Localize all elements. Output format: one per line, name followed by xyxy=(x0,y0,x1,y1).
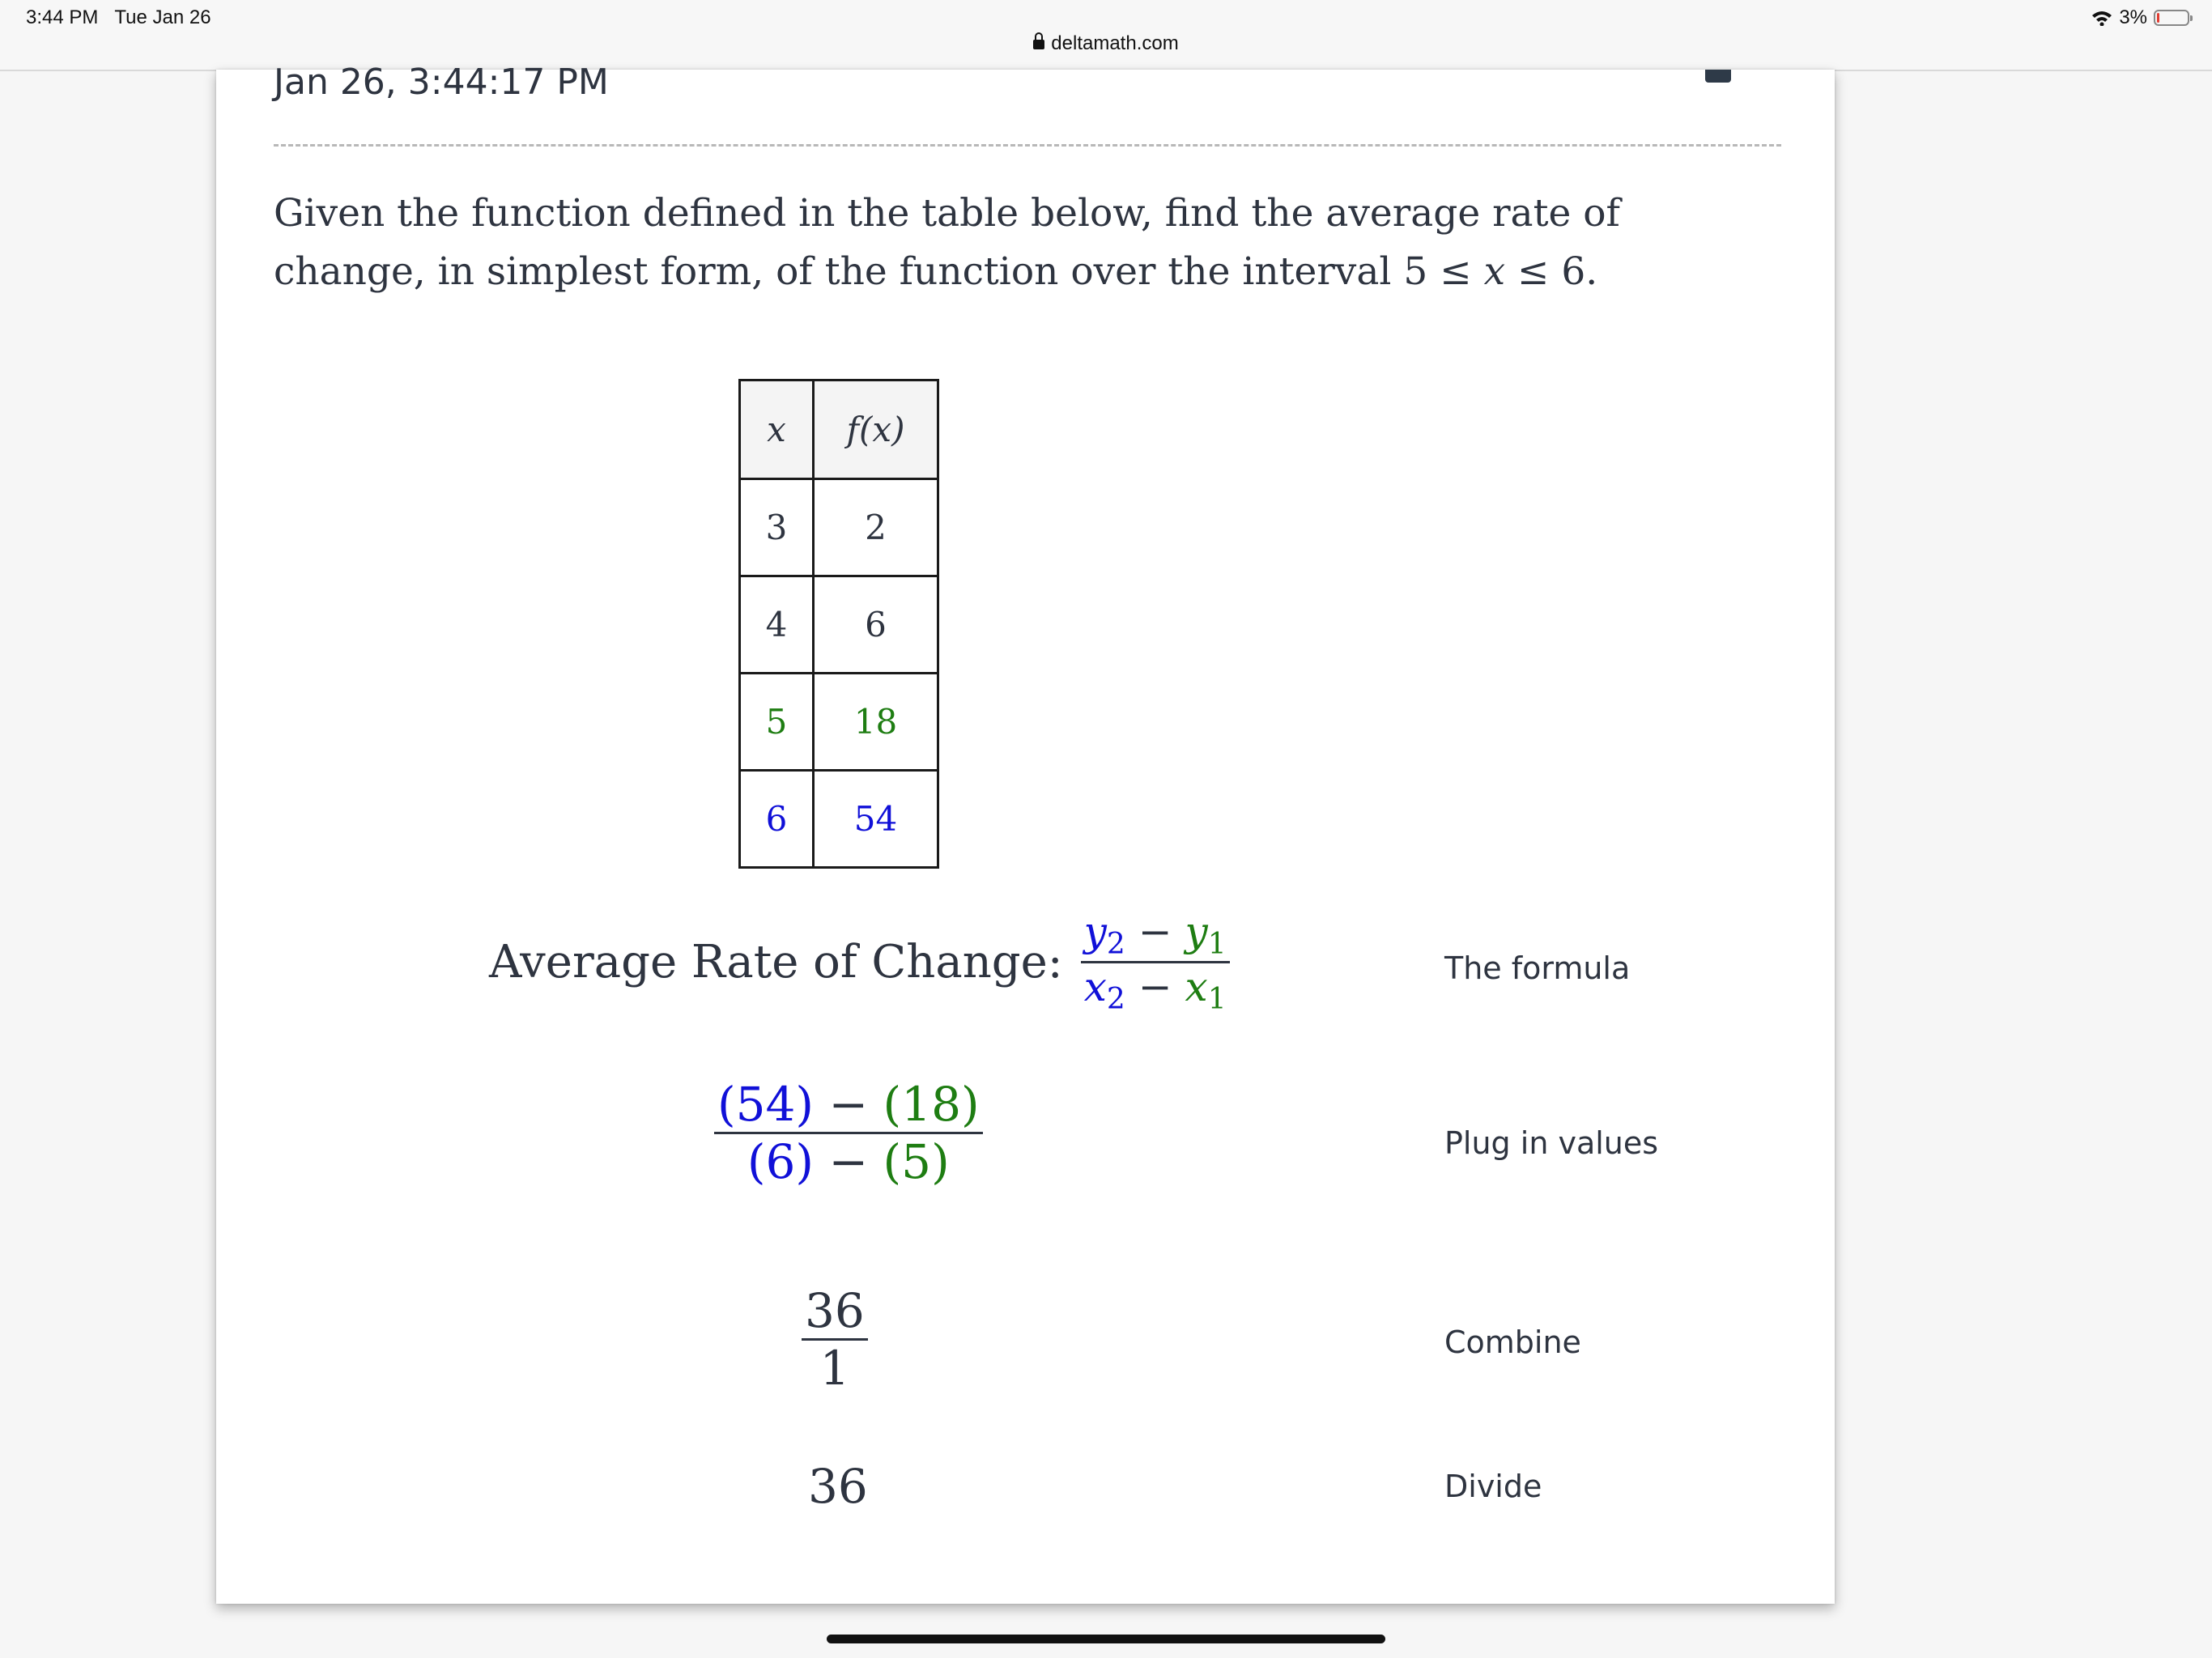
interval-symbol-2: ≤ xyxy=(1517,249,1550,294)
table-cell-x: 3 xyxy=(740,479,814,576)
divide-step: 36 xyxy=(808,1459,868,1514)
formula-y1: $y_1$ xyxy=(1185,908,1227,961)
note-combine: Combine xyxy=(1444,1324,1581,1360)
combine-fraction xyxy=(802,1283,868,1396)
table-header-x: x xyxy=(740,380,814,479)
lock-icon xyxy=(1033,40,1044,49)
formula-minus: − xyxy=(1138,908,1172,955)
interval xyxy=(1403,249,1597,294)
combine-denominator: 1 xyxy=(819,1341,850,1396)
table-cell-x: 6 xyxy=(740,771,814,868)
formula-x2: $x_2$ xyxy=(1083,963,1125,1016)
table-cell-fx: 54 xyxy=(814,771,938,868)
plug-fraction xyxy=(714,1077,983,1189)
home-indicator[interactable] xyxy=(827,1635,1385,1643)
plug-in-step xyxy=(714,1077,983,1189)
formula-step xyxy=(489,908,1230,1016)
table-header-fx: f(x) xyxy=(814,380,938,479)
plug-x2: (6) xyxy=(747,1134,815,1189)
plug-minus: − xyxy=(814,1077,883,1132)
battery-icon xyxy=(2154,10,2189,26)
table-row xyxy=(740,674,938,771)
note-divide: Divide xyxy=(1444,1469,1542,1504)
url-bar[interactable] xyxy=(0,32,2212,55)
wifi-icon xyxy=(2091,10,2112,26)
table-cell-fx: 18 xyxy=(814,674,938,771)
battery-percent: 3% xyxy=(2119,6,2147,28)
note-formula: The formula xyxy=(1444,950,1631,986)
url-text[interactable]: deltamath.com xyxy=(1051,32,1179,54)
combine-numerator: 36 xyxy=(805,1283,865,1338)
interval-variable: x xyxy=(1483,249,1506,294)
function-table xyxy=(738,379,939,869)
plug-y2: (54) xyxy=(717,1077,815,1132)
interval-end: . xyxy=(1585,249,1598,294)
table-row xyxy=(740,576,938,674)
table-cell-fx: 6 xyxy=(814,576,938,674)
formula-denominator xyxy=(1081,963,1230,1016)
plug-minus: − xyxy=(814,1134,883,1189)
plug-denominator xyxy=(744,1134,953,1189)
interval-symbol-1: ≤ xyxy=(1440,249,1472,294)
interval-lower: 5 xyxy=(1403,249,1428,294)
battery-fill xyxy=(2157,13,2159,23)
plug-numerator xyxy=(714,1077,983,1132)
table-header-row xyxy=(740,380,938,479)
table-cell-x: 5 xyxy=(740,674,814,771)
problem-timestamp: Jan 26, 3:44:17 PM xyxy=(274,62,609,103)
formula-y2: $y_2$ xyxy=(1083,908,1125,961)
note-plug-in: Plug in values xyxy=(1444,1125,1659,1161)
question-body: Given the function defined in the table below, find the average rate of change, in simplest form, of the function over the interval xyxy=(274,191,1620,294)
question-text xyxy=(274,185,1780,301)
formula-fraction xyxy=(1081,908,1230,1016)
clock: 3:44 PM xyxy=(26,6,99,28)
formula-minus: − xyxy=(1138,963,1172,1010)
status-time xyxy=(26,6,211,29)
table-row xyxy=(740,771,938,868)
combine-step xyxy=(802,1283,868,1396)
status-indicators xyxy=(2091,6,2189,29)
formula-numerator xyxy=(1081,908,1230,961)
table-row xyxy=(740,479,938,576)
card-menu-tab[interactable] xyxy=(1705,70,1731,83)
status-date: Tue Jan 26 xyxy=(114,6,211,28)
formula-x1: $x_1$ xyxy=(1185,963,1227,1016)
top-bar xyxy=(0,0,2212,71)
table-cell-x: 4 xyxy=(740,576,814,674)
table-cell-fx: 2 xyxy=(814,479,938,576)
plug-x1: (5) xyxy=(883,1134,950,1189)
interval-upper: 6 xyxy=(1561,249,1586,294)
dashed-divider xyxy=(274,144,1781,147)
plug-y1: (18) xyxy=(883,1077,980,1132)
formula-label: Average Rate of Change: xyxy=(489,936,1063,988)
